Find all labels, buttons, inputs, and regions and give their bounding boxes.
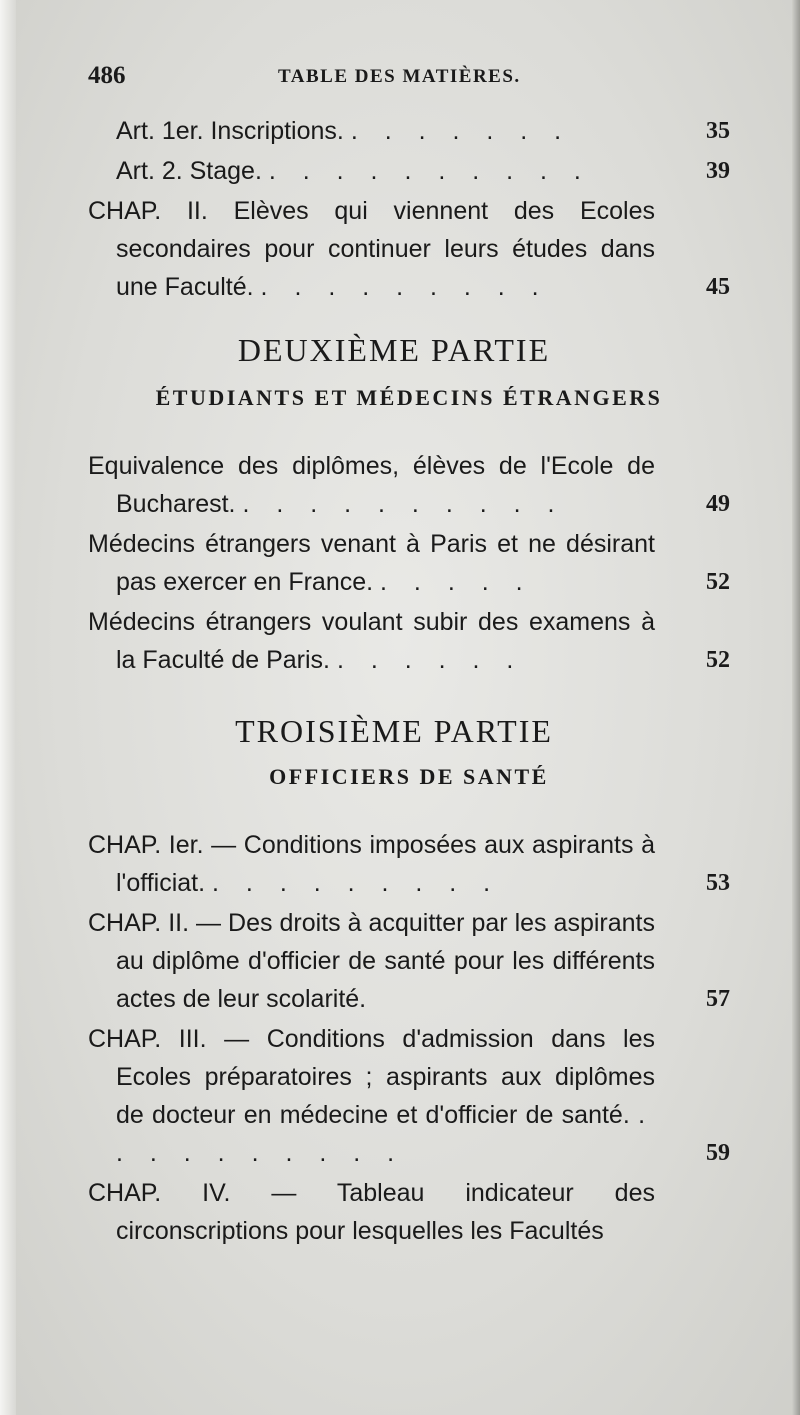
toc-entry-text: Médecins étrangers voulant subir des examens à la Faculté de Paris. [88, 608, 662, 674]
page-number: 486 [88, 62, 126, 89]
toc-entry [88, 525, 730, 601]
leader-dots: . . . . . . . . . [212, 869, 501, 897]
section-part-3 [88, 713, 730, 1250]
toc-entry-text: CHAP. II. — Des droits à acquitter par les aspirants au diplôme d'officier de santé pour les différents actes de leur scolarité. [88, 909, 662, 1013]
toc-page-number: 39 [706, 158, 730, 184]
leader-dots: . . . . . . . . . [260, 273, 549, 301]
toc-entry-text: CHAP. IV. — Tableau indicateur des circonscriptions pour lesquelles les Facultés [88, 1179, 662, 1245]
toc-entry-text: Equivalence des diplômes, élèves de l'Ecole de Bucharest. [88, 452, 662, 518]
toc-page-number: 45 [706, 274, 730, 300]
toc-page-number: 59 [706, 1140, 730, 1166]
toc-entry-text: Art. 1er. Inscriptions. [116, 117, 344, 145]
toc-page-number: 35 [706, 118, 730, 144]
toc-entry [88, 826, 730, 902]
leader-dots: . . . . . . . . . . [268, 157, 591, 185]
leader-dots: . . . . . [380, 568, 533, 596]
leader-dots: . . . . . . . . . . [116, 1101, 656, 1167]
running-title: TABLE DES MATIÈRES. [278, 66, 521, 87]
toc-entry [88, 603, 730, 679]
toc-page-number: 52 [706, 647, 730, 673]
part-subtitle: ÉTUDIANTS ET MÉDECINS ÉTRANGERS [155, 385, 663, 410]
part-title: TROISIÈME PARTIE [235, 713, 553, 749]
leader-dots: . . . . . . [336, 646, 524, 674]
toc-entry [88, 904, 730, 1018]
toc-page-number: 57 [706, 986, 730, 1012]
part-subtitle: OFFICIERS DE SANTÉ [269, 764, 549, 789]
leader-dots: . . . . . . . . . . [242, 490, 565, 518]
leader-dots: . . . . . . . [350, 117, 572, 145]
toc-entry-text: Art. 2. Stage. [116, 157, 262, 185]
toc-entry [88, 1174, 730, 1250]
section-part-2 [88, 332, 730, 679]
toc-entry-text: CHAP. III. — Conditions d'admission dans les Ecoles préparatoires ; aspirants aux diplômes de docteur en médecine et d'officier de santé. [88, 1025, 662, 1129]
toc-entry-art-2 [88, 152, 730, 190]
toc-page-number: 53 [706, 870, 730, 896]
page-header [88, 56, 730, 96]
toc-entry-text: Médecins étrangers venant à Paris et ne désirant pas exercer en France. [88, 530, 662, 596]
toc-entry-art-1 [88, 112, 730, 150]
toc-entry-chap-2 [88, 192, 730, 306]
toc-page-number: 52 [706, 569, 730, 595]
toc-entry-text: CHAP. II. Elèves qui viennent des Ecoles secondaires pour continuer leurs études dans une Faculté. [88, 197, 662, 301]
toc-page-number: 49 [706, 491, 730, 517]
toc-entry [88, 447, 730, 523]
toc-entry [88, 1020, 730, 1172]
toc-entry-text: CHAP. Ier. — Conditions imposées aux aspirants à l'officiat. [88, 831, 662, 897]
part-title: DEUXIÈME PARTIE [237, 332, 551, 368]
